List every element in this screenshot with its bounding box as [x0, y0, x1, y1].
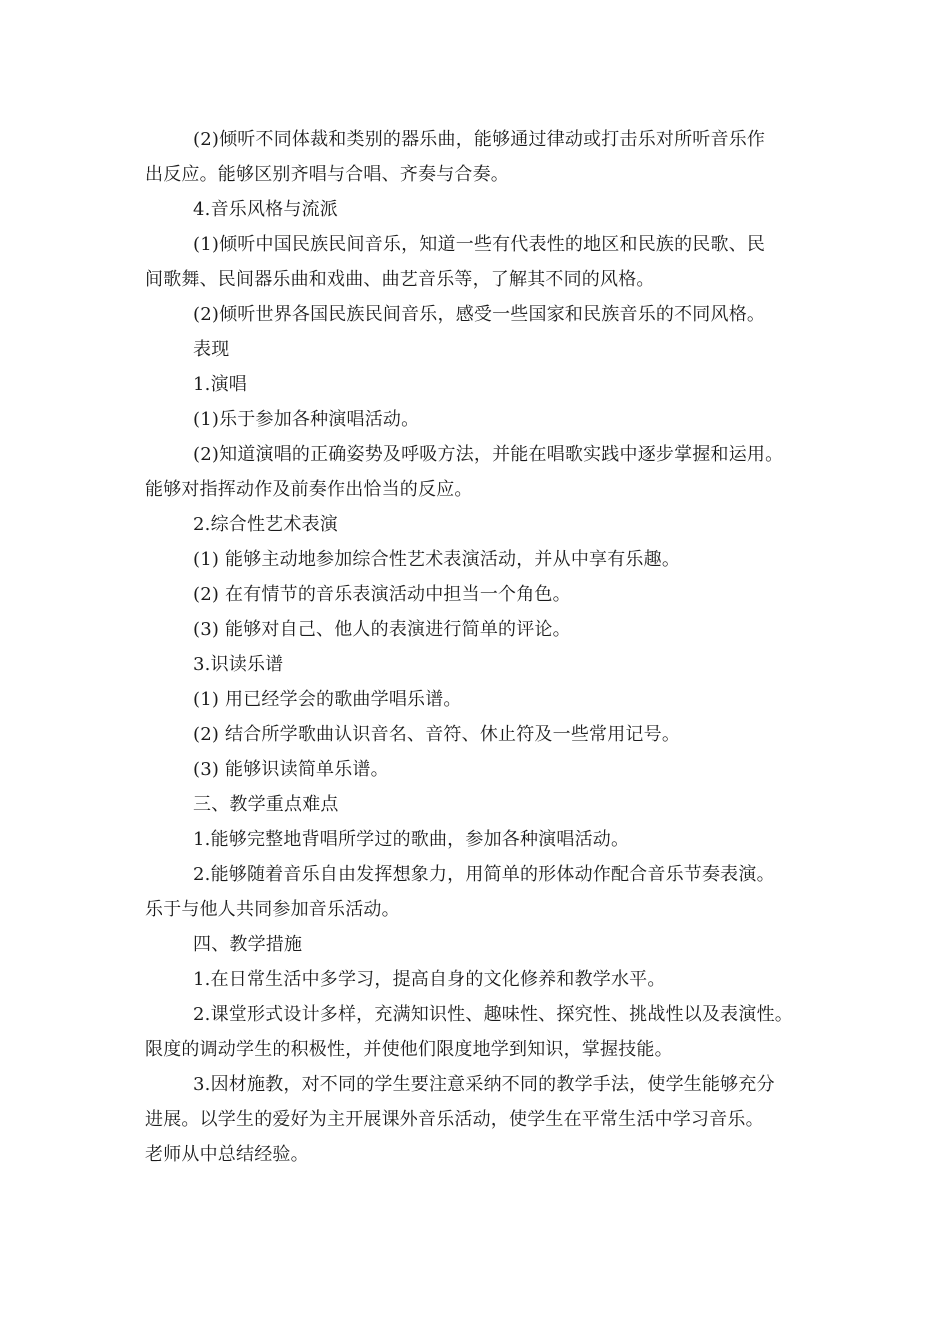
paragraph-line: 3.因材施教，对不同的学生要注意采纳不同的教学手法，使学生能够充分 — [193, 1074, 775, 1095]
list-item: (2) 结合所学歌曲认识音名、音符、休止符及一些常用记号。 — [193, 724, 681, 745]
list-item: (1) 能够主动地参加综合性艺术表演活动，并从中享有乐趣。 — [193, 549, 681, 570]
paragraph-line: 能够对指挥动作及前奏作出恰当的反应。 — [145, 479, 473, 500]
paragraph-line: 出反应。能够区别齐唱与合唱、齐奏与合奏。 — [145, 164, 509, 185]
section-heading: 三、教学重点难点 — [193, 794, 339, 815]
paragraph-line: (2)知道演唱的正确姿势及呼吸方法，并能在唱歌实践中逐步掌握和运用。 — [193, 444, 784, 465]
section-heading: 表现 — [193, 339, 230, 360]
paragraph-line: 间歌舞、民间器乐曲和戏曲、曲艺音乐等，了解其不同的风格。 — [145, 269, 655, 290]
section-heading: 3.识读乐谱 — [193, 654, 284, 675]
paragraph-line: 限度的调动学生的积极性，并使他们限度地学到知识，掌握技能。 — [145, 1039, 673, 1060]
section-heading: 1.演唱 — [193, 374, 247, 395]
paragraph-line: (2)倾听不同体裁和类别的器乐曲，能够通过律动或打击乐对所听音乐作 — [193, 129, 766, 150]
list-item: (3) 能够识读简单乐谱。 — [193, 759, 389, 780]
section-heading: 2.综合性艺术表演 — [193, 514, 338, 535]
paragraph-line: (2)倾听世界各国民族民间音乐，感受一些国家和民族音乐的不同风格。 — [193, 304, 766, 325]
list-item: (1) 用已经学会的歌曲学唱乐谱。 — [193, 689, 462, 710]
paragraph-line: 老师从中总结经验。 — [145, 1144, 309, 1165]
paragraph-line: 乐于与他人共同参加音乐活动。 — [145, 899, 400, 920]
section-heading: 4.音乐风格与流派 — [193, 199, 338, 220]
paragraph-line: 2.课堂形式设计多样，充满知识性、趣味性、探究性、挑战性以及表演性。 — [193, 1004, 793, 1025]
paragraph-line: 2.能够随着音乐自由发挥想象力，用简单的形体动作配合音乐节奏表演。 — [193, 864, 775, 885]
paragraph-line: 进展。以学生的爱好为主开展课外音乐活动，使学生在平常生活中学习音乐。 — [145, 1109, 764, 1130]
list-item: (3) 能够对自己、他人的表演进行简单的评论。 — [193, 619, 571, 640]
paragraph-line: (1)乐于参加各种演唱活动。 — [193, 409, 420, 430]
paragraph-line: 1.在日常生活中多学习，提高自身的文化修养和教学水平。 — [193, 969, 666, 990]
section-heading: 四、教学措施 — [193, 934, 303, 955]
paragraph-line: 1.能够完整地背唱所学过的歌曲，参加各种演唱活动。 — [193, 829, 630, 850]
paragraph-line: (1)倾听中国民族民间音乐，知道一些有代表性的地区和民族的民歌、民 — [193, 234, 766, 255]
list-item: (2) 在有情节的音乐表演活动中担当一个角色。 — [193, 584, 571, 605]
